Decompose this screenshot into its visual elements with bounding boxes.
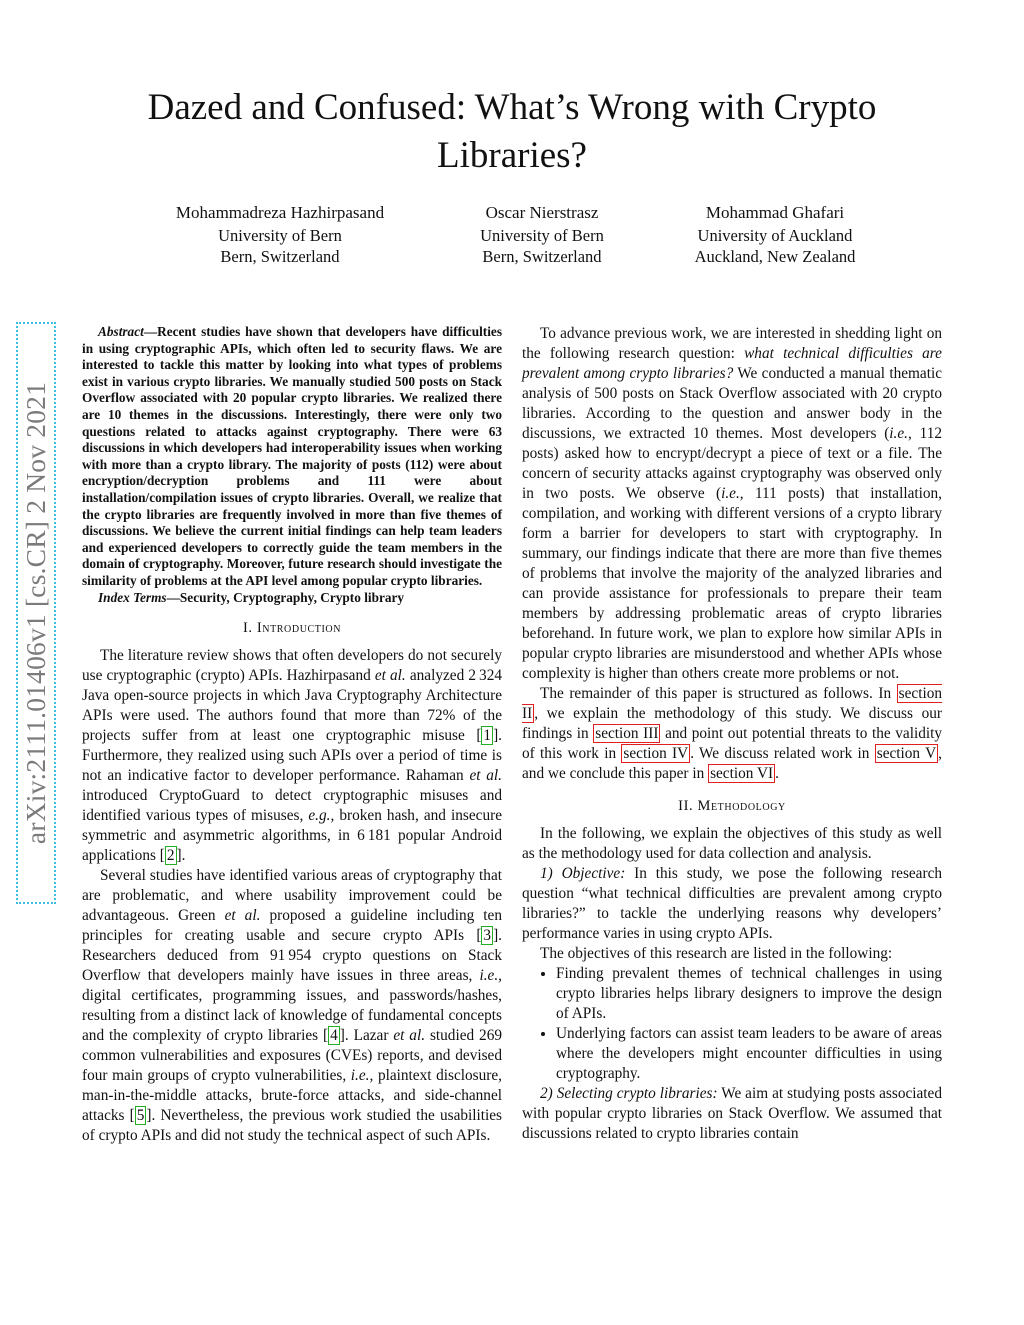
intro-paragraph-1: The literature review shows that often developers do not securely use cryptographic (crypto) APIs. Hazhirpasand et al. analyzed 2 324 Java open-source projects in which Java Cryptography Architecture APIs were used. The authors found that more than 72% of the projects suffer from at least one cryptographic misuse [ 1 ]. Furthermore, they realized using such APIs over a period of time is not an indicative factor to developer performance. Rahaman et al. introduced CryptoGuard to detect cryptographic misuses and identified various types of misuses, e.g., broken hash, and insecure symmetric and asymmetric algorithms, in 6 181 popular Android applications [ 2 ].: [82, 647, 502, 865]
selecting-subheading: 2) Selecting crypto libraries:: [540, 1085, 718, 1102]
author-location: Bern, Switzerland: [482, 247, 602, 266]
author-name: Mohammad Ghafari: [705, 203, 845, 222]
author-affiliation: University of Bern: [218, 226, 342, 245]
abstract-lead: Abstract: [98, 324, 144, 339]
section-link-2[interactable]: section II: [522, 685, 942, 722]
objectives-intro: The objectives of this research are listed in the following:: [540, 945, 893, 962]
author-location: Auckland, New Zealand: [694, 247, 856, 266]
citation-link[interactable]: 1: [483, 727, 492, 745]
author-block-3: [670, 202, 880, 267]
intro-paragraph-3: To advance previous work, we are interested in shedding light on the following research question: what technical difficulties are prevalent among crypto libraries? We conducted a manual thematic analysis of 500 posts on Stack Overflow associated with 20 crypto libraries. According to the question and answer body in the discussions, we extracted 10 themes. Most developers (i.e., 112 posts) asked how to encrypt/decrypt a piece of text or a file. The concern of security attacks against cryptography was observed only in two posts. We observe (i.e., 111 posts) that installation, compilation, and working with different versions of a crypto library form a barrier for developers to start with cryptography. In summary, our findings indicate that there are more than five themes of problems that involve the majority of the analyzed libraries and can provide assistance for professionals to prepare their team members by addressing problematic areas of crypto libraries beforehand. In future work, we plan to explore how similar APIs in popular crypto libraries are misunderstood and whether APIs whose complexity is higher than others create more problems or not.: [522, 325, 942, 682]
author-block-2: [442, 202, 642, 267]
selecting-paragraph: 2) Selecting crypto libraries: We aim at studying posts associated with popular crypto libraries on Stack Overflow. We assumed that discussions related to crypto libraries contain: [522, 1085, 942, 1142]
index-terms-lead: Index Terms: [98, 589, 167, 605]
paper-title: Dazed and Confused: What’s Wrong with Crypto Libraries?: [147, 87, 877, 176]
objective-subheading: 1) Objective:: [540, 865, 626, 882]
left-column: [82, 324, 502, 1146]
methodology-paragraph-1: In the following, we explain the objectives of this study as well as the methodology used for data collection and analysis.: [522, 825, 942, 862]
author-name: Mohammadreza Hazhirpasand: [175, 203, 385, 222]
list-item: • Finding prevalent themes of technical challenges in using crypto libraries helps library designers to improve the design of APIs.: [556, 964, 942, 1024]
arxiv-watermark: [16, 322, 56, 904]
author-block-1: [150, 202, 410, 267]
arxiv-watermark-text: arXiv:2111.01406v1 [cs.CR] 2 Nov 2021: [20, 381, 51, 845]
citation-link[interactable]: 2: [166, 847, 175, 865]
section-link-3[interactable]: section III: [595, 725, 659, 742]
author-affiliation: University of Auckland: [697, 226, 853, 245]
right-column: [522, 324, 942, 1144]
list-item: • Underlying factors can assist team leaders to be aware of areas where the developers might encounter difficulties in using cryptography.: [556, 1024, 942, 1084]
citation-link[interactable]: 3: [483, 927, 492, 945]
section-link-4[interactable]: section IV: [623, 745, 689, 762]
author-location: Bern, Switzerland: [220, 247, 340, 266]
section-link-6[interactable]: section VI: [710, 765, 774, 782]
section-heading-introduction: I. Introduction: [242, 620, 342, 637]
objectives-list: [522, 964, 942, 1084]
section-heading-methodology: II. Methodology: [678, 798, 786, 814]
objective-paragraph: 1) Objective: In this study, we pose the following research question “what technical difficulties are prevalent among crypto libraries?” to tackle the underlying reasons why developers’ performance varies in using crypto APIs.: [522, 865, 943, 942]
intro-paragraph-4: The remainder of this paper is structured as follows. In section II , we explain the methodology of this study. We discuss our findings in section III and point out potential threats to the validity of this work in section IV . We discuss related work in section V , and we conclude this paper in section VI .: [522, 685, 942, 782]
citation-link[interactable]: 5: [136, 1107, 145, 1125]
section-link-5[interactable]: section V: [876, 745, 937, 762]
abstract: [82, 324, 502, 590]
author-affiliation: University of Bern: [480, 226, 604, 245]
index-terms: [82, 590, 502, 607]
index-terms-text: —Security, Cryptography, Crypto library: [166, 589, 405, 605]
abstract-text: —Recent studies have shown that developers have difficulties in using cryptographic APIs, which often led to security flaws. We are interested to tackle this matter by looking into what types of problems exist in various crypto libraries. We manually studied 500 posts on Stack Overflow associated with 20 popular crypto libraries. We realized there are 10 themes in the discussions. Interestingly, there were only two questions related to attacks against cryptography. There were 63 discussions in which developers had interoperability issues when working with more than a crypto library. The majority of posts (112) were about encryption/decryption problems and 111 were about installation/compilation issues of crypto libraries. Overall, we realize that the crypto libraries are frequently involved in more than five themes of discussions. We believe the current initial findings can help team leaders and experienced developers to correctly guide the team members in the domain of cryptography. Moreover, future research should investigate the similarity of problems at the API level among popular crypto libraries.: [82, 324, 502, 588]
citation-link[interactable]: 4: [330, 1027, 338, 1045]
author-name: Oscar Nierstrasz: [485, 203, 599, 222]
intro-paragraph-2: Several studies have identified various areas of cryptography that are problematic, and where usability improvement could be advantageous. Green et al. proposed a guideline including ten principles for creating usable and secure crypto APIs [ 3 ]. Researchers deduced from 91 954 crypto questions on Stack Overflow that developers mainly have issues in three areas, i.e., digital certificates, programming issues, and passwords/hashes, resulting from a distinct lack of knowledge of fundamental concepts and the complexity of crypto libraries [ 4 ]. Lazar et al. studied 269 common vulnerabilities and exposures (CVEs) reports, and devised four main groups of crypto vulnerabilities, i.e., plaintext disclosure, man-in-the-middle attacks, brute-force attacks, and side-channel attacks [ 5 ]. Nevertheless, the previous work studied the usabilities of crypto APIs and did not study the technical aspect of such APIs.: [82, 867, 502, 1145]
